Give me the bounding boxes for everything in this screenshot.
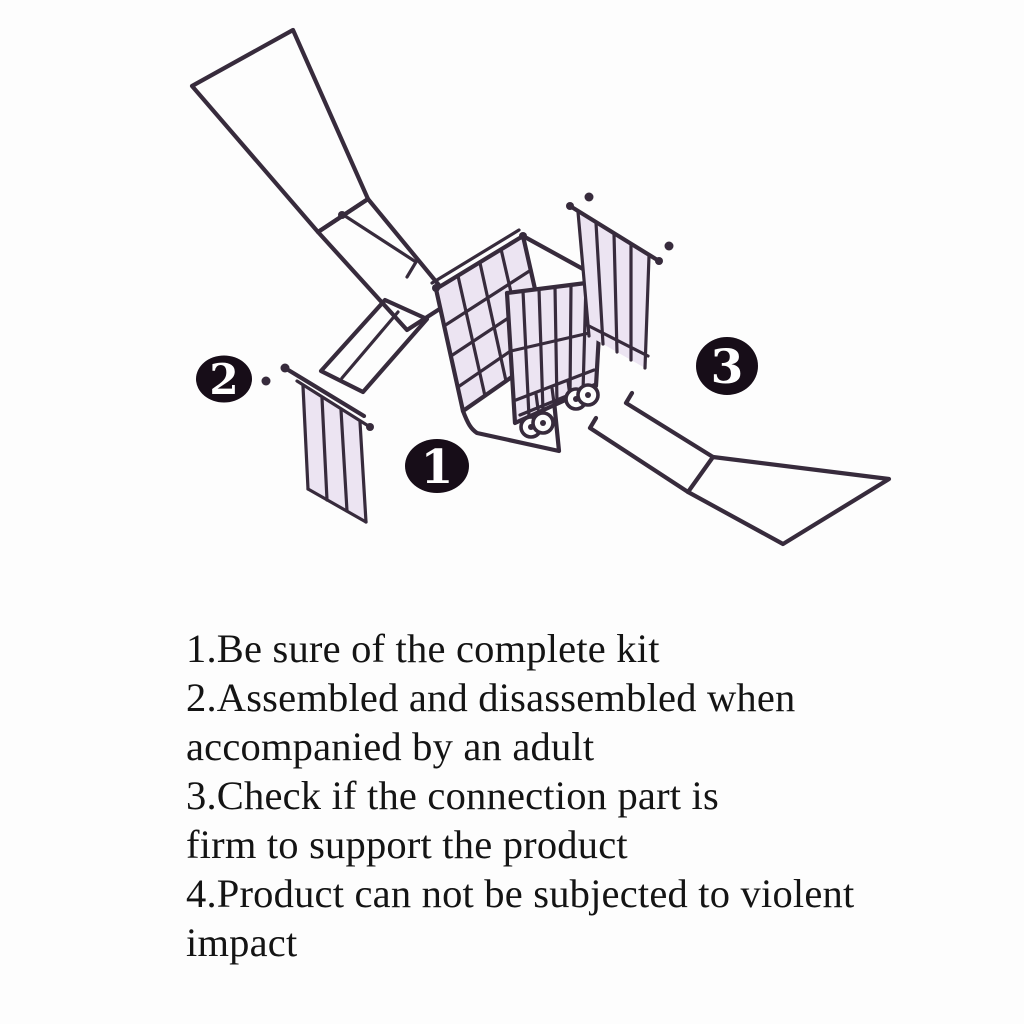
instruction-line-2: 2.Assembled and disassembled when bbox=[186, 675, 796, 720]
basket-cart-part bbox=[432, 230, 603, 451]
cart-wheel-front bbox=[521, 413, 553, 437]
instruction-list bbox=[186, 624, 984, 967]
ramp-frame-part bbox=[590, 393, 889, 544]
part-badge-2 bbox=[196, 355, 252, 404]
rail-bar-part bbox=[321, 300, 427, 392]
part-badge-1 bbox=[405, 439, 469, 495]
badge-1-label: 1 bbox=[420, 440, 454, 495]
screw-dot bbox=[585, 193, 594, 202]
badge-2-label: 2 bbox=[209, 355, 239, 404]
instruction-line-7: impact bbox=[186, 920, 298, 965]
slide-chute-part bbox=[192, 30, 452, 330]
instruction-line-1: 1.Be sure of the complete kit bbox=[186, 626, 660, 671]
instruction-line-5: firm to support the product bbox=[186, 822, 628, 867]
instruction-line-6: 4.Product can not be subjected to violent bbox=[186, 871, 855, 916]
screw-dot bbox=[665, 242, 674, 251]
badge-3-label: 3 bbox=[710, 340, 744, 395]
screw-dot bbox=[262, 377, 271, 386]
instruction-line-3: accompanied by an adult bbox=[186, 724, 595, 769]
instruction-line-4: 3.Check if the connection part is bbox=[186, 773, 719, 818]
part-badge-3 bbox=[696, 337, 758, 395]
cart-wheel-rear bbox=[566, 385, 598, 409]
